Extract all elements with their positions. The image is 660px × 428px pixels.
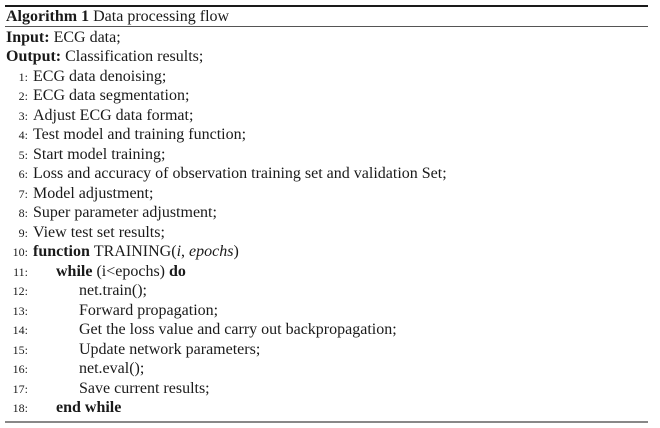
line-number: 5: (18, 148, 28, 162)
line-text: net.train(); (79, 282, 147, 299)
line-number: 10: (12, 245, 28, 259)
line-text: Save current results; (79, 380, 210, 397)
line-text: Get the loss value and carry out backpropagation; (79, 321, 397, 338)
paren-open: ( (171, 243, 177, 260)
keyword-while: while (56, 263, 93, 280)
line-number: 15: (12, 343, 28, 357)
line-text: Adjust ECG data format; (33, 107, 194, 124)
line-text: View test set results; (33, 224, 165, 241)
line-number: 1: (18, 70, 28, 84)
arg-separator: , (181, 243, 190, 260)
function-signature (33, 242, 239, 261)
algorithm-title: Data processing flow (93, 8, 230, 25)
line-number: 14: (12, 323, 28, 337)
line-text: Start model training; (33, 146, 166, 163)
line-number: 7: (18, 187, 28, 201)
line-text: ECG data denoising; (33, 68, 167, 85)
keyword-end-while: end while (56, 399, 122, 416)
output-value: Classification results; (65, 48, 204, 65)
keyword-function: function (33, 243, 90, 260)
line-number: 4: (18, 128, 28, 142)
bottom-rule (5, 421, 648, 423)
algorithm-label: Algorithm 1 (6, 8, 90, 25)
caption-rule (5, 26, 648, 27)
algorithm-caption (6, 7, 229, 26)
line-number: 9: (18, 226, 28, 240)
line-number: 13: (12, 304, 28, 318)
function-name: TRAINING (93, 243, 172, 260)
input-label: Input: (6, 29, 50, 46)
keyword-do: do (169, 263, 186, 280)
line-number: 17: (12, 382, 28, 396)
arg-i: i (176, 243, 182, 260)
line-number: 6: (18, 167, 28, 181)
arg-epochs: epochs (189, 243, 234, 260)
line-number: 8: (18, 206, 28, 220)
output-label: Output: (6, 48, 62, 65)
line-text: net.eval(); (79, 360, 145, 377)
paren-close: ) (233, 243, 239, 260)
line-text: Test model and training function; (33, 126, 247, 143)
line-text: Update network parameters; (79, 341, 261, 358)
input-line (6, 28, 121, 47)
while-statement (56, 262, 186, 281)
line-text: Loss and accuracy of observation training set and validation Set; (33, 165, 447, 182)
line-text: ECG data segmentation; (33, 87, 190, 104)
input-value: ECG data; (53, 29, 121, 46)
line-text: Forward propagation; (79, 302, 219, 319)
line-number: 16: (12, 362, 28, 376)
output-line (6, 47, 203, 66)
line-number: 12: (12, 284, 28, 298)
line-text: Super parameter adjustment; (33, 204, 217, 221)
line-number: 3: (18, 109, 28, 123)
line-number: 11: (13, 265, 28, 279)
while-condition: (i<epochs) (96, 263, 166, 280)
line-text: Model adjustment; (33, 185, 154, 202)
line-number: 18: (12, 401, 28, 415)
line-number: 2: (18, 89, 28, 103)
